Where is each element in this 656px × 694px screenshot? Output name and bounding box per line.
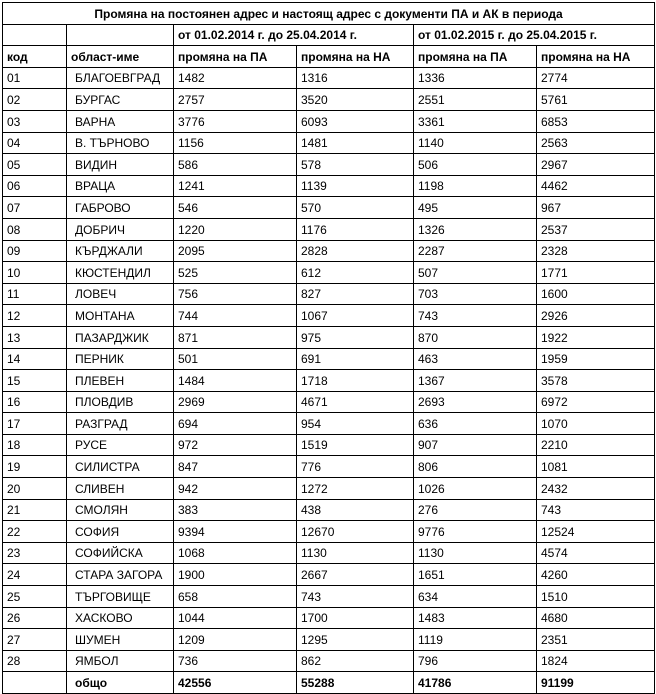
row-region: ГАБРОВО [67,197,174,219]
row-code: 17 [3,413,67,435]
row-pa-2014: 972 [174,434,297,456]
row-na-2014: 1272 [297,478,414,500]
row-code: 22 [3,521,67,543]
row-na-2015: 1922 [537,326,655,348]
row-na-2015: 6853 [537,110,655,132]
row-na-2015: 4260 [537,564,655,586]
row-na-2014: 4671 [297,391,414,413]
row-na-2014: 3520 [297,89,414,111]
table-title: Промяна на постоянен адрес и настоящ адрес с документи ПА и АК в периода [3,3,655,25]
row-na-2015: 3578 [537,370,655,392]
row-na-2014: 1176 [297,218,414,240]
row-na-2015: 5761 [537,89,655,111]
row-region: КЪРДЖАЛИ [67,240,174,262]
row-na-2014: 954 [297,413,414,435]
row-na-2015: 1959 [537,348,655,370]
row-pa-2015: 870 [414,326,537,348]
row-na-2015: 1070 [537,413,655,435]
row-code: 07 [3,197,67,219]
row-region: ВРАЦА [67,175,174,197]
row-code: 12 [3,305,67,327]
row-pa-2015: 1483 [414,607,537,629]
row-na-2015: 12524 [537,521,655,543]
row-pa-2014: 2969 [174,391,297,413]
row-code: 19 [3,456,67,478]
table-row [3,586,655,608]
table-row [3,175,655,197]
row-pa-2014: 694 [174,413,297,435]
row-na-2015: 2432 [537,478,655,500]
row-pa-2014: 3776 [174,110,297,132]
row-na-2014: 578 [297,154,414,176]
row-region: ВИДИН [67,154,174,176]
period-2015: от 01.02.2015 г. до 25.04.2015 г. [414,24,655,46]
row-code: 28 [3,650,67,672]
total-na-2015: 91199 [537,672,655,694]
row-pa-2014: 501 [174,348,297,370]
row-pa-2015: 743 [414,305,537,327]
row-code: 11 [3,283,67,305]
row-region: БУРГАС [67,89,174,111]
row-region: ВАРНА [67,110,174,132]
row-na-2014: 1519 [297,434,414,456]
row-pa-2014: 1241 [174,175,297,197]
row-pa-2014: 9394 [174,521,297,543]
row-na-2015: 1510 [537,586,655,608]
row-na-2014: 612 [297,262,414,284]
row-region: ТЪРГОВИЩЕ [67,586,174,608]
row-pa-2015: 634 [414,586,537,608]
header-pa-2014: промяна на ПА [174,46,297,68]
row-region: ЯМБОЛ [67,650,174,672]
table-row [3,607,655,629]
row-code: 20 [3,478,67,500]
row-pa-2014: 1044 [174,607,297,629]
table-row [3,542,655,564]
table-row [3,326,655,348]
table-row [3,478,655,500]
row-code: 18 [3,434,67,456]
row-na-2015: 4574 [537,542,655,564]
row-pa-2015: 1651 [414,564,537,586]
row-pa-2014: 383 [174,499,297,521]
row-pa-2014: 1484 [174,370,297,392]
row-na-2014: 743 [297,586,414,608]
table-row [3,499,655,521]
row-pa-2014: 871 [174,326,297,348]
row-region: ДОБРИЧ [67,218,174,240]
row-na-2014: 1295 [297,629,414,651]
row-pa-2015: 703 [414,283,537,305]
table-row [3,240,655,262]
row-na-2015: 2926 [537,305,655,327]
row-na-2015: 2563 [537,132,655,154]
row-na-2014: 1067 [297,305,414,327]
total-code [3,672,67,694]
table-row [3,456,655,478]
row-na-2014: 862 [297,650,414,672]
row-na-2015: 2210 [537,434,655,456]
row-pa-2015: 2693 [414,391,537,413]
row-pa-2015: 1326 [414,218,537,240]
row-pa-2015: 495 [414,197,537,219]
row-na-2015: 1824 [537,650,655,672]
row-region: ЛОВЕЧ [67,283,174,305]
total-pa-2015: 41786 [414,672,537,694]
row-na-2015: 2774 [537,67,655,89]
row-region: ПЕРНИК [67,348,174,370]
row-region: ПАЗАРДЖИК [67,326,174,348]
table-row [3,564,655,586]
row-region: КЮСТЕНДИЛ [67,262,174,284]
row-code: 21 [3,499,67,521]
row-na-2014: 776 [297,456,414,478]
table-row [3,434,655,456]
table-row [3,262,655,284]
table-row [3,348,655,370]
row-pa-2015: 636 [414,413,537,435]
table-row [3,413,655,435]
row-code: 05 [3,154,67,176]
row-region: СОФИЙСКА [67,542,174,564]
row-na-2014: 1316 [297,67,414,89]
table-row [3,67,655,89]
row-code: 14 [3,348,67,370]
report-table-wrapper [2,2,654,694]
row-region: СТАРА ЗАГОРА [67,564,174,586]
title-row [3,3,655,25]
row-pa-2015: 1198 [414,175,537,197]
row-region: БЛАГОЕВГРАД [67,67,174,89]
row-pa-2014: 2757 [174,89,297,111]
row-na-2014: 438 [297,499,414,521]
row-pa-2015: 1336 [414,67,537,89]
row-na-2014: 12670 [297,521,414,543]
row-pa-2014: 658 [174,586,297,608]
row-code: 06 [3,175,67,197]
row-region: СИЛИСТРА [67,456,174,478]
row-pa-2015: 9776 [414,521,537,543]
address-change-table [2,2,655,694]
row-pa-2014: 586 [174,154,297,176]
row-code: 13 [3,326,67,348]
row-na-2015: 2967 [537,154,655,176]
row-pa-2015: 463 [414,348,537,370]
row-pa-2015: 796 [414,650,537,672]
row-na-2015: 4462 [537,175,655,197]
table-row [3,370,655,392]
row-code: 24 [3,564,67,586]
row-code: 26 [3,607,67,629]
row-na-2014: 1700 [297,607,414,629]
row-pa-2015: 507 [414,262,537,284]
table-row [3,89,655,111]
row-na-2015: 4680 [537,607,655,629]
row-pa-2015: 276 [414,499,537,521]
empty-cell [3,24,67,46]
row-code: 01 [3,67,67,89]
row-na-2015: 743 [537,499,655,521]
row-na-2015: 967 [537,197,655,219]
table-row [3,305,655,327]
row-region: ШУМЕН [67,629,174,651]
row-region: ХАСКОВО [67,607,174,629]
row-region: СЛИВЕН [67,478,174,500]
table-row [3,650,655,672]
row-na-2015: 2537 [537,218,655,240]
row-code: 10 [3,262,67,284]
table-row [3,110,655,132]
row-code: 16 [3,391,67,413]
row-region: СОФИЯ [67,521,174,543]
row-na-2014: 1718 [297,370,414,392]
row-pa-2015: 806 [414,456,537,478]
row-na-2014: 1481 [297,132,414,154]
row-pa-2015: 2551 [414,89,537,111]
row-na-2014: 691 [297,348,414,370]
row-pa-2015: 1130 [414,542,537,564]
row-pa-2014: 744 [174,305,297,327]
row-na-2014: 2828 [297,240,414,262]
row-code: 23 [3,542,67,564]
row-na-2014: 2667 [297,564,414,586]
row-pa-2014: 1209 [174,629,297,651]
header-region: област-име [67,46,174,68]
table-row [3,197,655,219]
row-pa-2014: 736 [174,650,297,672]
row-pa-2015: 1119 [414,629,537,651]
row-region: РУСЕ [67,434,174,456]
row-pa-2014: 546 [174,197,297,219]
row-na-2014: 975 [297,326,414,348]
table-row [3,283,655,305]
total-label: общо [67,672,174,694]
table-row [3,521,655,543]
row-code: 15 [3,370,67,392]
row-region: РАЗГРАД [67,413,174,435]
row-region: МОНТАНА [67,305,174,327]
row-code: 08 [3,218,67,240]
row-pa-2014: 1220 [174,218,297,240]
table-row [3,218,655,240]
row-code: 27 [3,629,67,651]
row-pa-2014: 1482 [174,67,297,89]
row-na-2014: 6093 [297,110,414,132]
table-row [3,391,655,413]
header-pa-2015: промяна на ПА [414,46,537,68]
period-2014: от 01.02.2014 г. до 25.04.2014 г. [174,24,414,46]
row-region: ПЛОВДИВ [67,391,174,413]
row-na-2014: 1130 [297,542,414,564]
table-row [3,154,655,176]
empty-cell [67,24,174,46]
row-pa-2015: 2287 [414,240,537,262]
row-pa-2014: 847 [174,456,297,478]
row-region: В. ТЪРНОВО [67,132,174,154]
row-pa-2015: 506 [414,154,537,176]
total-pa-2014: 42556 [174,672,297,694]
row-pa-2014: 1900 [174,564,297,586]
header-row [3,46,655,68]
row-na-2015: 2328 [537,240,655,262]
row-code: 02 [3,89,67,111]
row-code: 03 [3,110,67,132]
table-body [3,3,655,694]
row-na-2015: 1600 [537,283,655,305]
header-code: код [3,46,67,68]
row-pa-2015: 3361 [414,110,537,132]
header-na-2015: промяна на НА [537,46,655,68]
row-code: 09 [3,240,67,262]
row-na-2015: 1771 [537,262,655,284]
row-pa-2014: 756 [174,283,297,305]
row-pa-2014: 1068 [174,542,297,564]
row-pa-2014: 525 [174,262,297,284]
row-pa-2015: 1140 [414,132,537,154]
row-na-2014: 1139 [297,175,414,197]
row-pa-2014: 2095 [174,240,297,262]
row-region: СМОЛЯН [67,499,174,521]
row-na-2015: 2351 [537,629,655,651]
row-pa-2015: 907 [414,434,537,456]
table-row [3,629,655,651]
row-code: 04 [3,132,67,154]
row-na-2014: 827 [297,283,414,305]
row-pa-2015: 1026 [414,478,537,500]
row-pa-2015: 1367 [414,370,537,392]
row-na-2015: 6972 [537,391,655,413]
header-na-2014: промяна на НА [297,46,414,68]
table-row [3,132,655,154]
row-na-2015: 1081 [537,456,655,478]
row-code: 25 [3,586,67,608]
total-row [3,672,655,694]
total-na-2014: 55288 [297,672,414,694]
row-pa-2014: 942 [174,478,297,500]
row-na-2014: 570 [297,197,414,219]
row-region: ПЛЕВЕН [67,370,174,392]
row-pa-2014: 1156 [174,132,297,154]
period-row [3,24,655,46]
